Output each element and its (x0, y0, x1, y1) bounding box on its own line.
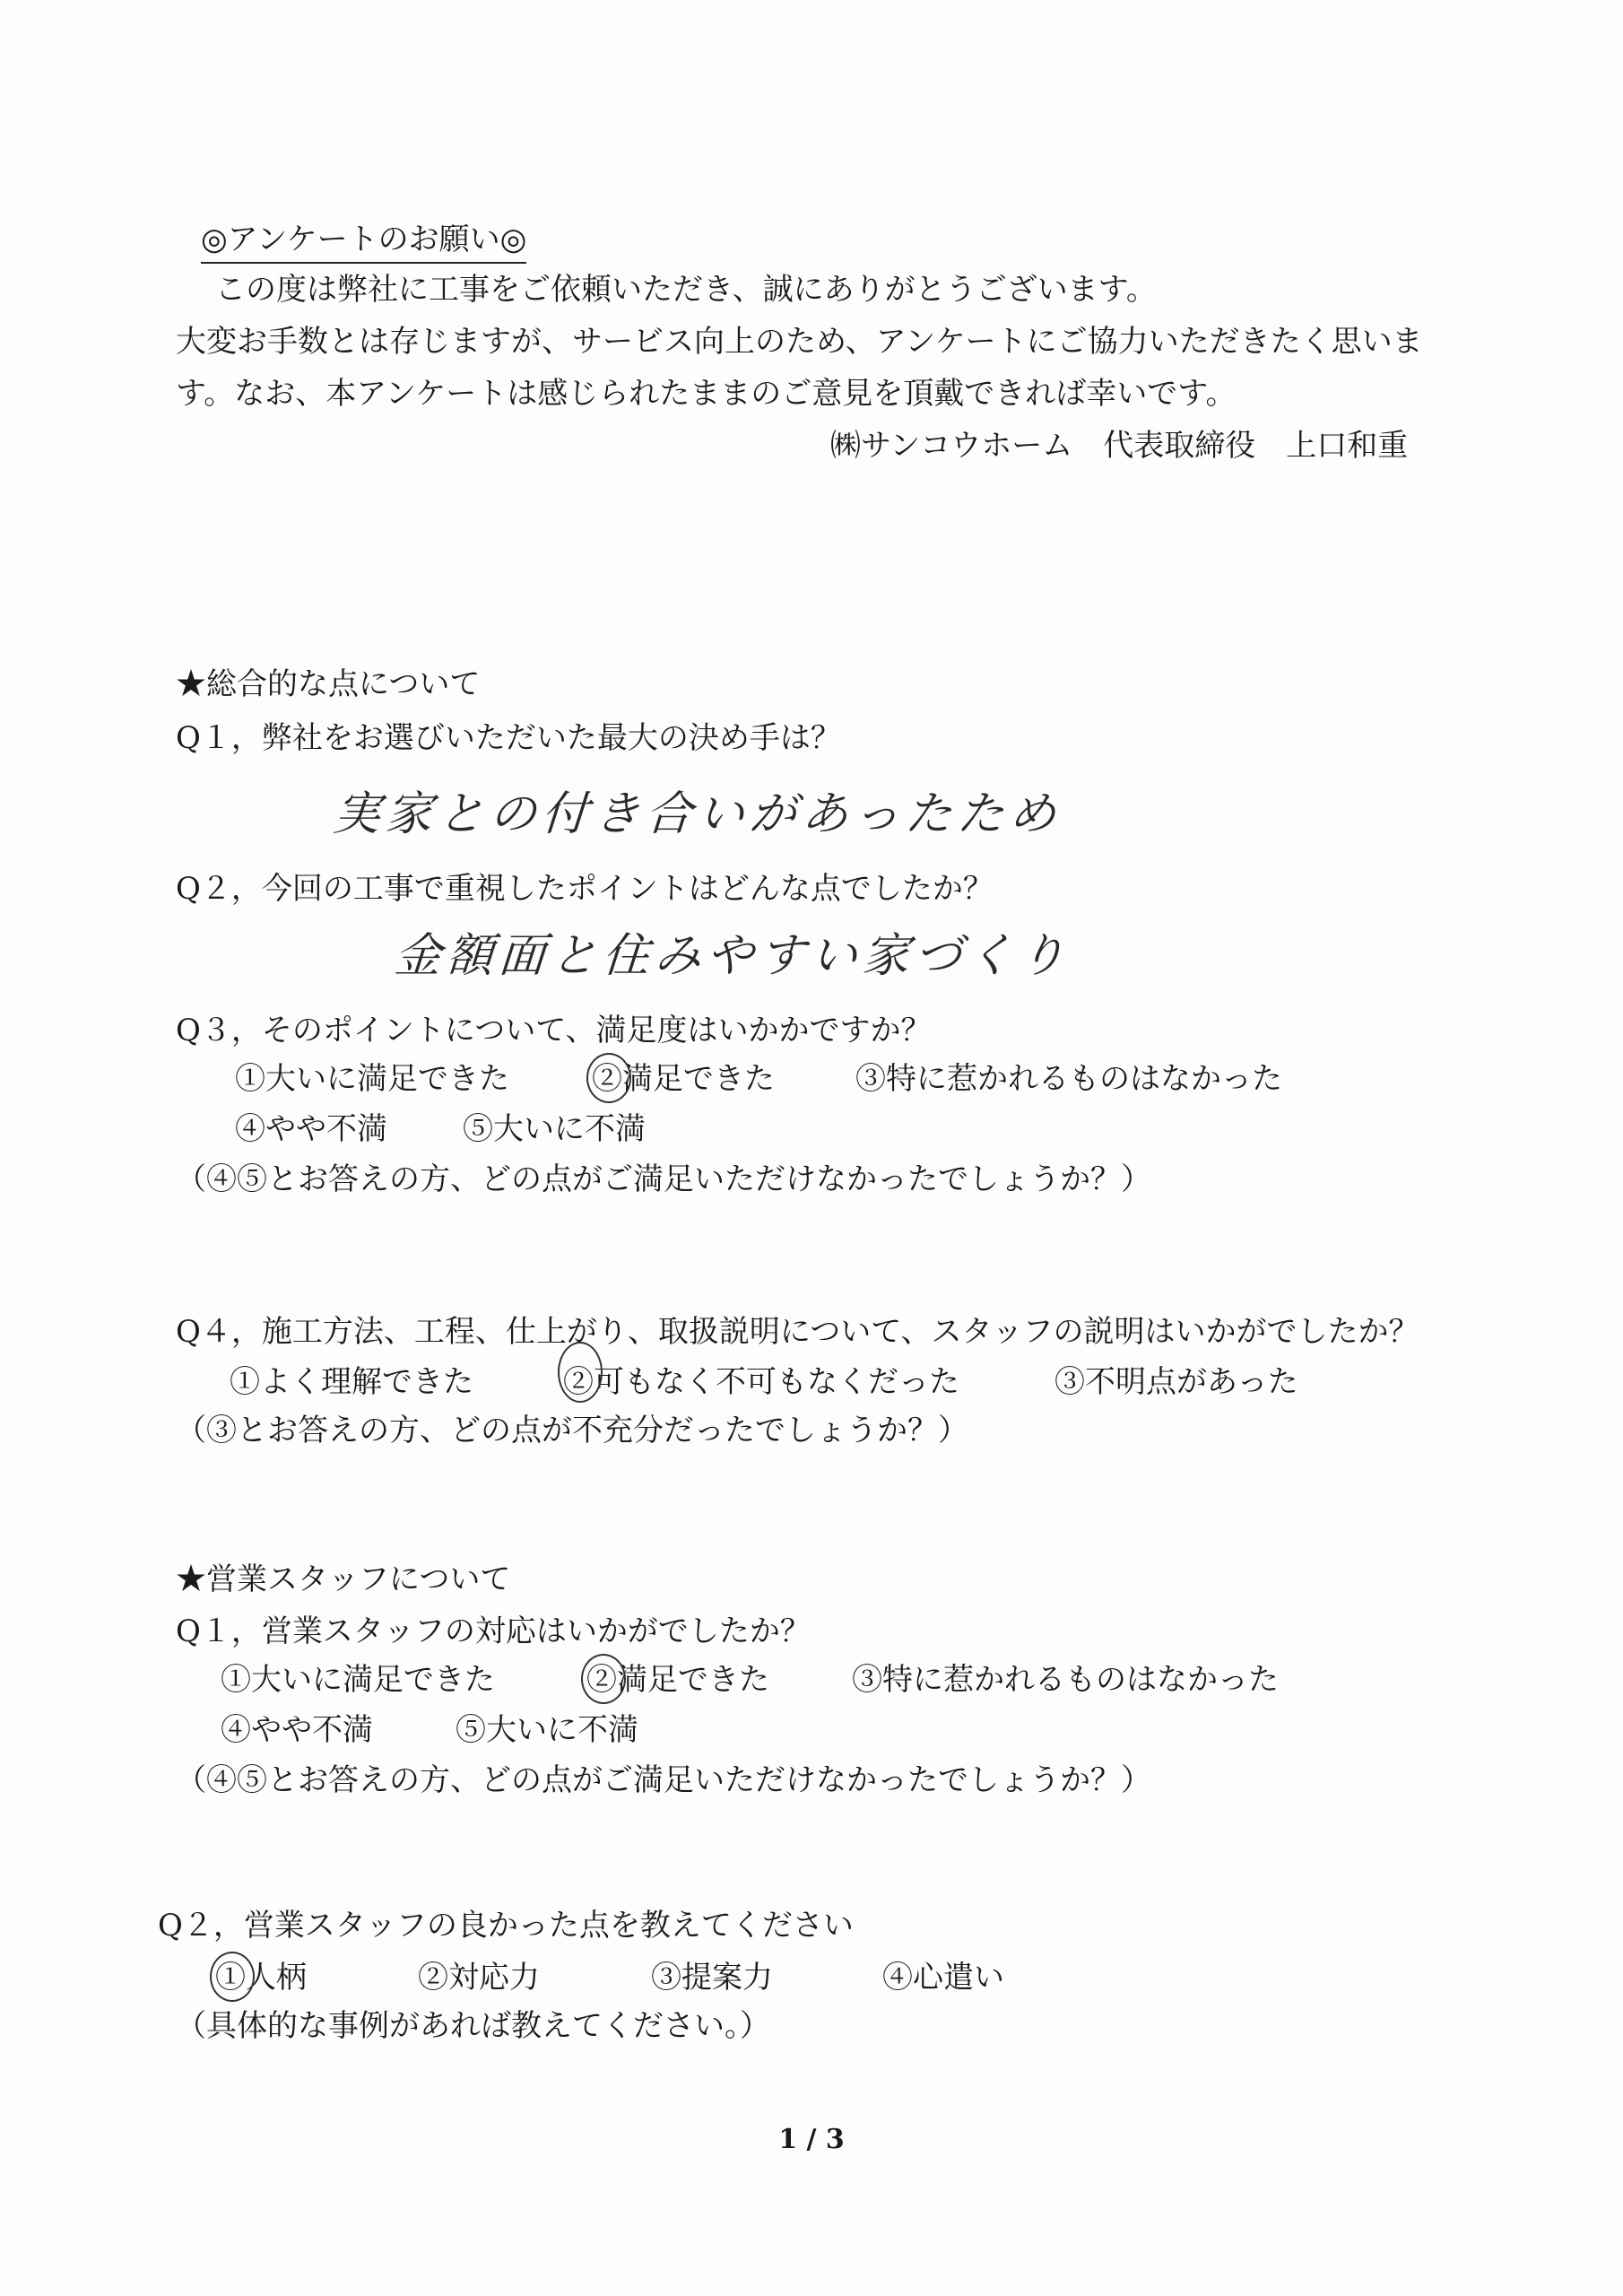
note-s1-q3: （④⑤とお答えの方、どの点がご満足いただけなかったでしょうか？） (176, 1161, 1151, 1197)
option-s2-q2-2[interactable]: ②対応力 (418, 1960, 540, 1996)
option-s1-q3-2[interactable] (592, 1058, 775, 1100)
option-s1-q4-2[interactable] (563, 1361, 959, 1403)
page-number: 1 / 3 (778, 2124, 845, 2155)
option-s1-q4-1[interactable]: ①よく理解できた (230, 1364, 473, 1400)
option-s2-q1-4[interactable]: ④やや不満 (221, 1712, 373, 1748)
option-s2-q1-1[interactable]: ①大いに満足できた (221, 1662, 495, 1698)
option-s1-q3-5[interactable]: ⑤大いに不満 (463, 1111, 646, 1147)
intro-line-1: この度は弊社に工事をご依頼いただき、誠にありがとうございます。 (215, 272, 1157, 308)
question-s2-q1: Q１，営業スタッフの対応はいかがでしたか？ (176, 1613, 811, 1649)
option-label: ②可もなく不可もなくだった (563, 1364, 959, 1400)
survey-title: ◎アンケートのお願い◎ (201, 219, 526, 264)
option-s2-q2-3[interactable]: ③提案力 (651, 1960, 773, 1996)
question-s1-q1: Q１，弊社をお選びいただいた最大の決め手は？ (176, 720, 841, 756)
question-s1-q3: Q３，そのポイントについて、満足度はいかかですか？ (176, 1013, 932, 1048)
option-s2-q1-3[interactable]: ③特に惹かれるものはなかった (852, 1662, 1279, 1698)
option-s2-q2-1[interactable] (215, 1957, 307, 1998)
option-label: ②満足できた (592, 1061, 775, 1097)
section-heading-sales-staff: ★営業スタッフについて (176, 1561, 511, 1597)
option-s1-q3-1[interactable]: ①大いに満足できた (235, 1061, 509, 1097)
intro-line-3: す。なお、本アンケートは感じられたままのご意見を頂戴できれば幸いです。 (176, 376, 1237, 412)
note-s2-q1: （④⑤とお答えの方、どの点がご満足いただけなかったでしょうか？） (176, 1762, 1151, 1798)
option-s1-q3-3[interactable]: ③特に惹かれるものはなかった (855, 1061, 1282, 1097)
intro-line-2: 大変お手数とは存じますが、サービス向上のため、アンケートにご協力いただきたく思いま (176, 324, 1423, 360)
question-s1-q2: Q２，今回の工事で重視したポイントはどんな点でしたか？ (176, 871, 994, 907)
option-s1-q4-3[interactable]: ③不明点があった (1055, 1364, 1298, 1400)
note-s1-q4: （③とお答えの方、どの点が不充分だったでしょうか？） (176, 1413, 968, 1448)
company-signature: ㈱サンコウホーム 代表取締役 上口和重 (830, 428, 1409, 464)
section-heading-overall: ★総合的な点について (176, 666, 481, 702)
question-s2-q2: Q２，営業スタッフの良かった点を教えてください (158, 1908, 854, 1944)
option-s2-q1-5[interactable]: ⑤大いに不満 (456, 1712, 638, 1748)
option-s2-q1-2[interactable] (586, 1659, 769, 1700)
handwritten-answer-s1-q1: 実家との付き合いがあったため (331, 787, 1063, 841)
question-s1-q4: Q４，施工方法、工程、仕上がり、取扱説明について、スタッフの説明はいかがでしたか？ (176, 1314, 1419, 1350)
option-label: ①人柄 (215, 1960, 307, 1996)
note-s2-q2: （具体的な事例があれば教えてください。） (176, 2008, 770, 2044)
handwritten-answer-s1-q2: 金額面と住みやすい家づくり (392, 929, 1073, 983)
option-s2-q2-4[interactable]: ④心遣い (882, 1960, 1004, 1996)
option-label: ②満足できた (586, 1662, 769, 1698)
option-s1-q3-4[interactable]: ④やや不満 (235, 1111, 387, 1147)
